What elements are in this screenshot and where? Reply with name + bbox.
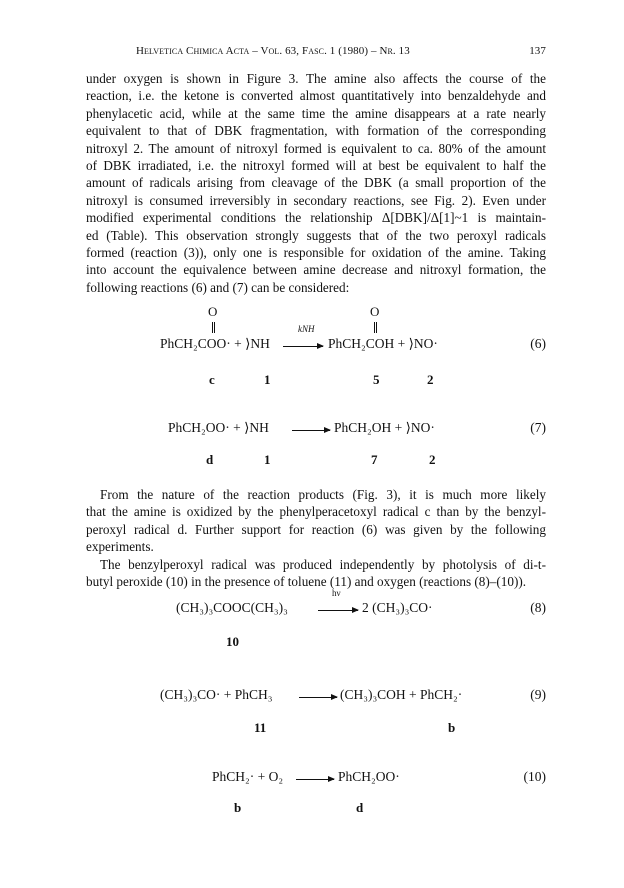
- compound-label: 7: [371, 452, 378, 467]
- equation-8-left: (CH₃)₃COOC(CH₃)₃: [176, 600, 288, 615]
- paragraph-2: [86, 486, 546, 556]
- equation-8-right: 2 (CH₃)₃CO·: [362, 600, 433, 615]
- compound-label: 5: [373, 372, 380, 387]
- equation-6-right: PhCH₂COH + ⟩NO·: [328, 336, 438, 351]
- equation-10-left: PhCH₂· + O₂: [212, 769, 284, 784]
- compound-label: 2: [429, 452, 436, 467]
- text-line: From the nature of the reaction products (Fig. 3), it is much more likely: [100, 487, 546, 502]
- paragraph-1: [86, 70, 546, 296]
- text-line: of DBK irradiated, i.e. the nitroxyl formed will at best be equivalent to half the: [86, 157, 546, 173]
- equation-9-left: (CH₃)₃CO· + PhCH₃: [160, 687, 273, 702]
- compound-label: 1: [264, 372, 271, 387]
- equation-number: (9): [530, 687, 546, 702]
- carbonyl-oxygen-right: O: [370, 304, 380, 319]
- compound-label: 11: [254, 720, 267, 735]
- text-line: equivalent to that of DBK fragmentation, with formation of the corresponding: [86, 123, 546, 139]
- text-line: modified experimental conditions the relationship Δ[DBK]/Δ[1]~1 is maintain-: [86, 210, 546, 226]
- reaction-arrow: [292, 430, 330, 431]
- reaction-arrow: [299, 697, 337, 698]
- compound-label: 1: [264, 452, 271, 467]
- double-bond-left: [214, 322, 215, 333]
- compound-label: 10: [226, 634, 239, 649]
- text-line: nitroxyl 2. The amount of nitroxyl formed is equivalent to ca. 80% of the amount: [86, 140, 546, 156]
- text-line: amount of radicals arising from cleavage of the DBK (a small proportion of the: [86, 175, 546, 191]
- text-line: reaction, i.e. the ketone is converted almost quantitatively into benzaldehyde and: [86, 88, 546, 104]
- compound-label: b: [448, 720, 456, 735]
- equation-6-left: PhCH₂COO· + ⟩NH: [160, 336, 270, 351]
- text-line: that the amine is oxidized by the phenylperacetoxyl radical c than by the benzyl-: [86, 504, 546, 520]
- text-line: phenylacetic acid, while at the same time the amine disappears at a rate nearly: [86, 105, 546, 121]
- equation-7-right: PhCH₂OH + ⟩NO·: [334, 420, 435, 435]
- double-bond-right: [374, 322, 375, 333]
- compound-label: d: [206, 452, 214, 467]
- compound-label: b: [234, 800, 242, 815]
- equation-number: (6): [530, 336, 546, 351]
- reaction-arrow: [296, 779, 334, 780]
- text-line: peroxyl radical d. Further support for reaction (6) was given by the following: [86, 521, 546, 537]
- equation-10-right: PhCH₂OO·: [338, 769, 400, 784]
- text-line: into account the equivalence between amine decrease and nitroxyl formation, the: [86, 262, 546, 278]
- photolysis-label: hν: [332, 588, 341, 598]
- text-line: butyl peroxide (10) in the presence of toluene (11) and oxygen (reactions (8)–(10)).: [86, 574, 527, 590]
- double-bond-left: [212, 322, 213, 333]
- text-line: following reactions (6) and (7) can be considered:: [86, 279, 350, 295]
- double-bond-right: [376, 322, 377, 333]
- reaction-arrow: [283, 346, 323, 347]
- compound-label: d: [356, 800, 364, 815]
- paragraph-3: [86, 556, 546, 591]
- text-line: formed (reaction (3)), only one is responsible for oxidation of the amine. Taking: [86, 244, 546, 260]
- equation-9-right: (CH₃)₃COH + PhCH₂·: [340, 687, 463, 702]
- page-number: 137: [529, 45, 546, 57]
- text-line: The benzylperoxyl radical was produced independently by photolysis of di-t-: [100, 557, 546, 572]
- text-line: nitroxyl is consumed irreversibly in secondary reactions, see Fig. 2). Even under: [86, 192, 546, 208]
- equation-number: (10): [523, 769, 546, 784]
- rate-constant-label: kNH: [298, 324, 315, 334]
- text-line: experiments.: [86, 539, 154, 555]
- equation-number: (7): [530, 420, 546, 435]
- compound-label: 2: [427, 372, 434, 387]
- carbonyl-oxygen-left: O: [208, 304, 218, 319]
- text-line: under oxygen is shown in Figure 3. The amine also affects the course of the: [86, 71, 546, 86]
- equation-number: (8): [530, 600, 546, 615]
- equation-7-left: PhCH₂OO· + ⟩NH: [168, 420, 269, 435]
- reaction-arrow: [318, 610, 358, 611]
- journal-citation: Helvetica Chimica Acta – Vol. 63, Fasc. 1 (1980) – Nr. 13: [136, 45, 410, 57]
- text-line: ed (Table). This observation strongly suggests that of the two peroxyl radicals: [86, 227, 546, 243]
- compound-label: c: [209, 372, 215, 387]
